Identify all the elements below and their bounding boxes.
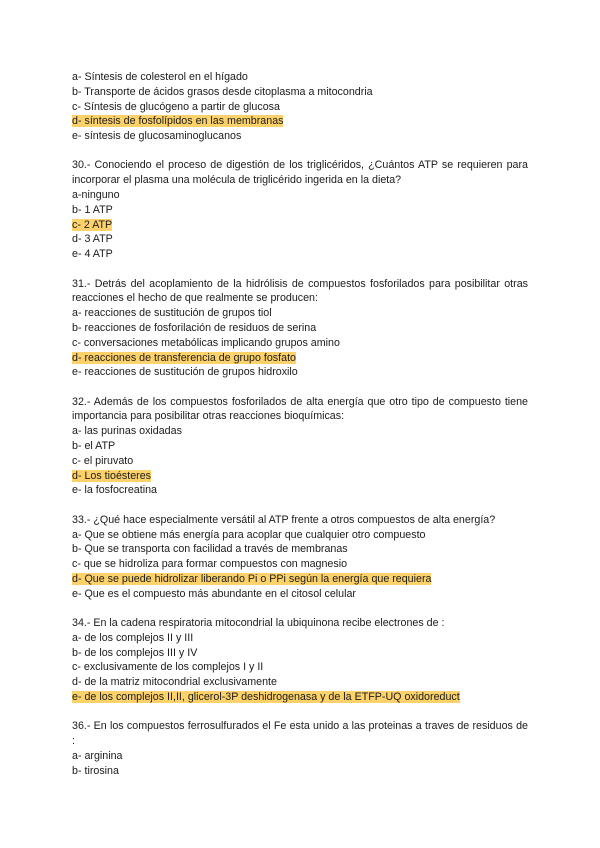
option-c: c- el piruvato — [72, 454, 134, 467]
option-b: b- Transporte de ácidos grasos desde citoplasma a mitocondria — [72, 85, 373, 98]
question-block-31 — [72, 277, 528, 381]
option-c: c- que se hidroliza para formar compuestos con magnesio — [72, 558, 348, 571]
option-a: a- arginina — [72, 749, 123, 762]
question-text: 30.- Conociendo el proceso de digestión de los triglicéridos, ¿Cuántos ATP se requieren para incorporar el plasma una molécula de triglicérido ingerida en la dieta? — [72, 159, 528, 187]
question-text: 32.- Además de los compuestos fosforilados de alta energía que otro tipo de compuesto tiene importancia para posibilitar otras reacciones bioquímicas: — [72, 395, 528, 423]
option-c-correct — [72, 218, 528, 233]
option-d-correct — [72, 351, 528, 366]
option-a: a- de los complejos II y III — [72, 631, 194, 644]
answer-highlight: d- Que se puede hidrolizar liberando Pi o PPi según la energía que requiera — [72, 572, 432, 585]
question-text: 36.- En los compuestos ferrosulfurados el Fe esta unido a las proteinas a traves de residuos de : — [72, 720, 528, 748]
option-b: b- tirosina — [72, 764, 119, 777]
option-e: e- la fosfocreatina — [72, 484, 157, 497]
option-a: a-ninguno — [72, 189, 120, 202]
option-e: e- reacciones de sustitución de grupos hidroxilo — [72, 366, 298, 379]
option-a: a- Síntesis de colesterol en el hígado — [72, 71, 248, 83]
option-e: e- síntesis de glucosaminoglucanos — [72, 130, 242, 143]
question-block-34 — [72, 616, 528, 705]
answer-highlight: d- Los tioésteres — [72, 469, 152, 482]
answer-highlight: d- reacciones de transferencia de grupo fosfato — [72, 351, 296, 364]
option-d-correct — [72, 572, 528, 587]
question-text: 34.- En la cadena respiratoria mitocondrial la ubiquinona recibe electrones de : — [72, 617, 445, 629]
option-c: c- exclusivamente de los complejos I y II — [72, 661, 264, 674]
option-e: e- Que es el compuesto más abundante en el citosol celular — [72, 587, 356, 600]
option-a: a- reacciones de sustitución de grupos tiol — [72, 307, 272, 320]
option-b: b- Que se transporta con facilidad a través de membranas — [72, 543, 348, 556]
answer-highlight: d- síntesis de fosfolípidos en las membranas — [72, 115, 284, 128]
option-a: a- las purinas oxidadas — [72, 425, 182, 438]
option-d-correct — [72, 114, 528, 129]
answer-highlight: c- 2 ATP — [72, 218, 113, 231]
option-b: b- 1 ATP — [72, 203, 113, 216]
question-text: 31.- Detrás del acoplamiento de la hidrólisis de compuestos fosforilados para posibilitar otras reacciones el hecho de que realmente se producen: — [72, 277, 528, 305]
option-b: b- reacciones de fosforilación de residuos de serina — [72, 321, 317, 334]
question-block-30 — [72, 158, 528, 262]
option-b: b- el ATP — [72, 440, 116, 453]
option-c: c- Síntesis de glucógeno a partir de glucosa — [72, 100, 280, 113]
option-d-correct — [72, 469, 528, 484]
answer-highlight: e- de los complejos II,II, glicerol-3P deshidrogenasa y de la ETFP-UQ oxidoreduct — [72, 690, 460, 703]
question-block-36 — [72, 719, 528, 778]
question-block-prev — [72, 70, 528, 144]
question-text: 33.- ¿Qué hace especialmente versátil al ATP frente a otros compuestos de alta energía? — [72, 513, 496, 526]
option-a: a- Que se obtiene más energía para acoplar que cualquier otro compuesto — [72, 528, 426, 541]
option-b: b- de los complejos III y IV — [72, 646, 198, 659]
question-block-32 — [72, 395, 528, 499]
option-d: d- de la matriz mitocondrial exclusivamente — [72, 676, 277, 689]
question-block-33 — [72, 513, 528, 602]
option-d: d- 3 ATP — [72, 233, 113, 246]
option-e-correct — [72, 690, 528, 705]
option-c: c- conversaciones metabólicas implicando grupos amino — [72, 336, 340, 349]
option-e: e- 4 ATP — [72, 248, 113, 261]
